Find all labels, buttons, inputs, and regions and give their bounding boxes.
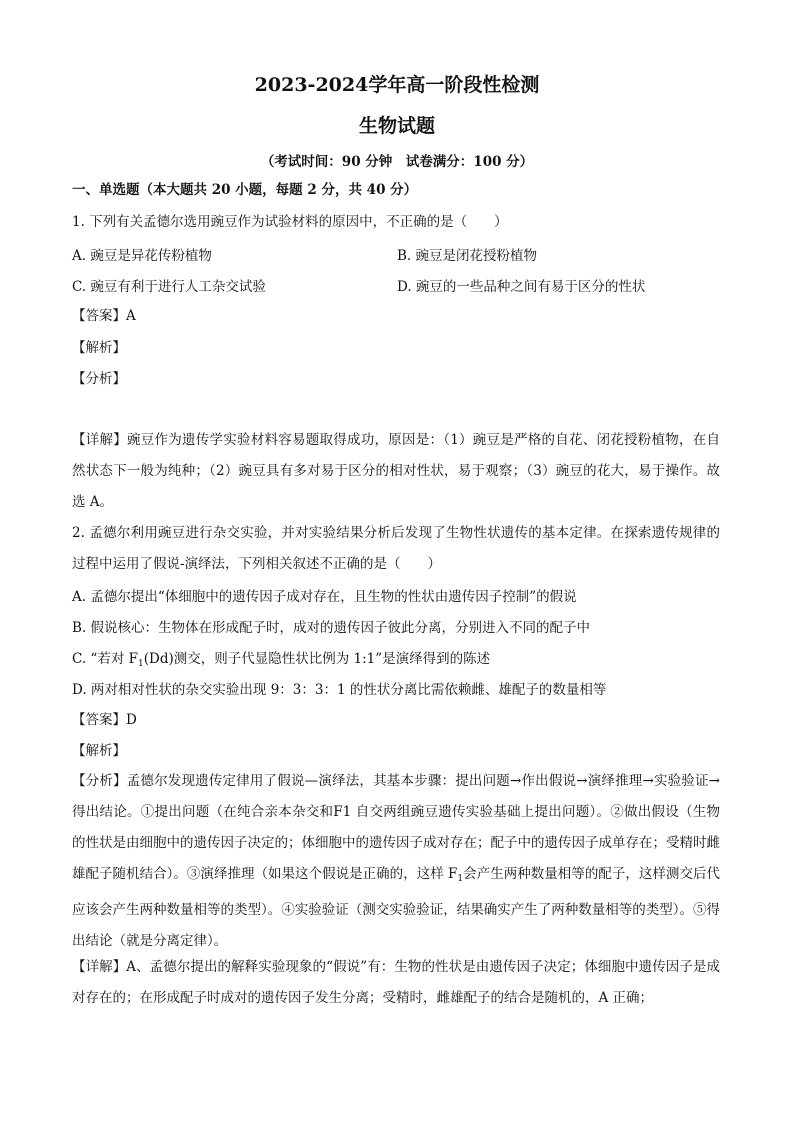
question-2-fenxi	[72, 766, 720, 957]
question-1-option-d: D. 豌豆的一些品种之间有易于区分的性状	[397, 279, 646, 295]
question-1-option-a: A. 豌豆是异花传粉植物	[72, 248, 212, 264]
question-2-stem: 2. 孟德尔利用豌豆进行杂交实验，并对实验结果分析后发现了生物性状遗传的基本定律。在探索遗传规律的过程中运用了假说-演绎法，下列相关叙述不正确的是（ ）	[72, 525, 720, 572]
question-2-option-b: B. 假说核心：生物体在形成配子时，成对的遗传因子彼此分离，分别进入不同的配子中	[72, 620, 591, 636]
question-2-fenxi-part1: 【分析】孟德尔发现遗传定律用了假说—演绎法，其基本步骤：提出问题→作出假说→演绎推理→实验验证→得出结论。①提出问题（在纯合亲本杂交和F1 自交两组豌豆遗传实验基础上提出问题）。②做出假设（生物的性状是由细胞中的遗传因子决定的；体细胞中的遗传因子成对存在；配子中的遗传因子成单存在；受精时雌雄配子随机结合）。③演绎推理（如果这个假说是正确的，这样 F	[72, 773, 720, 882]
question-1-option-b: B. 豌豆是闭花授粉植物	[397, 248, 538, 264]
question-2-option-c	[72, 649, 734, 674]
question-2-fenxi-subscript: 1	[457, 874, 464, 884]
question-2-option-c-post: (Dd)测交，则子代显隐性状比例为 1:1”是演绎得到的陈述	[143, 651, 491, 667]
subject-title: 生物试题	[358, 115, 435, 137]
question-1-analysis-label: 【解析】	[72, 340, 126, 356]
question-1-stem: 1. 下列有关孟德尔选用豌豆作为试验材料的原因中，不正确的是（ ）	[72, 214, 508, 230]
exam-info: （考试时间：90 分钟 试卷满分：100 分）	[260, 154, 534, 170]
question-2-analysis-label: 【解析】	[72, 743, 126, 759]
question-2-option-c-subscript: 1	[138, 659, 144, 669]
question-2-option-d: D. 两对相对性状的杂交实验出现 9：3：3：1 的性状分离比需依赖雌、雄配子的数量相等	[72, 682, 607, 698]
question-2-fenxi-part2: 会产生两种数量相等的配子，这样测交后代应该会产生两种数量相等的类型）。④实验验证（测交实验验证，结果确实产生了两种数量相等的类型）。⑤得出结论（就是分离定律）。	[72, 866, 720, 949]
question-1-detail: 【详解】豌豆作为遗传学实验材料容易题取得成功，原因是：（1）豌豆是严格的自花、闭花授粉植物，在自然状态下一般为纯种；（2）豌豆具有多对易于区分的相对性状，易于观察；（3）豌豆的花大，易于操作。故选 A。	[72, 432, 720, 510]
section-heading: 一、单选题（本大题共 20 小题，每题 2 分，共 40 分）	[72, 182, 418, 198]
question-2-option-c-pre: C. “若对 F	[72, 651, 138, 667]
question-2-answer: 【答案】D	[72, 712, 137, 728]
question-1-fenxi-label: 【分析】	[72, 371, 126, 387]
question-2-detail: 【详解】A、孟德尔提出的解释实验现象的“假说”有：生物的性状是由遗传因子决定；体细胞中遗传因子是成对存在的；在形成配子时成对的遗传因子发生分离；受精时，雌雄配子的结合是随机的，A 正确；	[72, 959, 720, 1006]
question-2-option-a: A. 孟德尔提出“体细胞中的遗传因子成对存在，且生物的性状由遗传因子控制”的假说	[72, 589, 577, 605]
question-1-answer: 【答案】A	[72, 308, 136, 324]
question-1-option-c: C. 豌豆有利于进行人工杂交试验	[72, 279, 266, 295]
document-title: 2023-2024学年高一阶段性检测	[254, 74, 540, 96]
